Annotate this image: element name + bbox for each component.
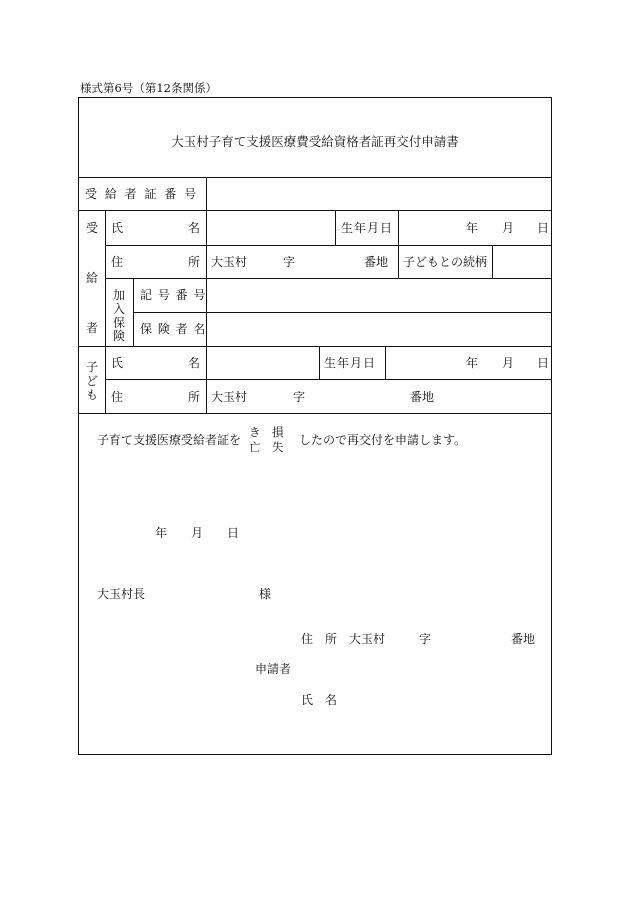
child-address-aza: 字 xyxy=(293,390,306,404)
option-damaged: き 損 xyxy=(249,425,284,439)
child-address-banchi: 番地 xyxy=(410,390,435,404)
child-address-label-right: 所 xyxy=(188,390,201,404)
divider xyxy=(79,413,551,414)
applicant-address-aza: 字 xyxy=(419,632,432,646)
application-form xyxy=(78,97,552,755)
certificate-number-field[interactable] xyxy=(207,178,551,210)
divider xyxy=(319,346,320,379)
divider xyxy=(105,245,551,246)
certificate-number-label: 受 給 者 証 番 号 xyxy=(85,187,199,201)
recipient-label-1: 受 xyxy=(85,221,98,235)
divider xyxy=(335,210,336,245)
child-name-label-right: 名 xyxy=(188,356,201,370)
applicant-address-village: 大玉村 xyxy=(349,632,386,646)
statement-prefix: 子育て支援医療受給者証を xyxy=(97,433,242,447)
divider xyxy=(398,210,399,278)
insurance-symbol-label: 記 号 番 号 xyxy=(140,288,207,302)
child-name-label-left: 氏 xyxy=(111,356,124,370)
insurance-label-2: 入 xyxy=(112,302,125,316)
addressee-honorific: 様 xyxy=(259,587,272,601)
divider xyxy=(105,346,106,413)
recipient-name-label-left: 氏 xyxy=(111,221,124,235)
application-month-unit: 月 xyxy=(191,526,204,540)
recipient-address-label-right: 所 xyxy=(188,255,201,269)
statement-suffix: したので再交付を申請します。 xyxy=(299,433,467,447)
recipient-birth-day-unit: 日 xyxy=(537,221,550,235)
form-number: 様式第6号（第12条関係） xyxy=(80,81,217,95)
divider xyxy=(105,210,106,346)
child-address-label-left: 住 xyxy=(111,390,124,404)
child-birth-day-unit: 日 xyxy=(537,356,550,370)
applicant-address-banchi: 番地 xyxy=(511,632,536,646)
insurer-field[interactable] xyxy=(207,313,551,346)
insurance-symbol-field[interactable] xyxy=(207,279,551,312)
recipient-birth-year-unit: 年 xyxy=(466,221,479,235)
recipient-address-aza: 字 xyxy=(283,255,296,269)
recipient-name-field[interactable] xyxy=(207,211,335,245)
recipient-birth-month-unit: 月 xyxy=(502,221,515,235)
child-label-1: 子 xyxy=(85,360,98,374)
recipient-address-village: 大玉村 xyxy=(211,255,248,269)
recipient-label-3: 者 xyxy=(85,321,98,335)
divider xyxy=(385,346,386,379)
application-day-unit: 日 xyxy=(227,526,240,540)
recipient-address-banchi: 番地 xyxy=(364,255,389,269)
recipient-label-2: 給 xyxy=(85,271,98,285)
relationship-label: 子どもとの続柄 xyxy=(403,255,488,269)
child-label-2: ど xyxy=(85,374,98,388)
option-lost: 亡 失 xyxy=(249,440,284,454)
recipient-name-label-right: 名 xyxy=(188,221,201,235)
addressee-name: 大玉村長 xyxy=(97,587,146,601)
recipient-address-label-left: 住 xyxy=(111,255,124,269)
insurance-label-3: 保 xyxy=(112,316,125,330)
child-birth-year-unit: 年 xyxy=(466,356,479,370)
insurance-label-1: 加 xyxy=(112,288,125,302)
divider xyxy=(105,379,551,380)
child-birth-date-label: 生年月日 xyxy=(324,356,377,370)
form-title: 大玉村子育て支援医療費受給資格者証再交付申請書 xyxy=(171,134,459,149)
child-birth-month-unit: 月 xyxy=(502,356,515,370)
child-address-village: 大玉村 xyxy=(211,390,248,404)
applicant-address-label: 住 所 xyxy=(301,632,338,646)
insurer-label: 保 険 者 名 xyxy=(140,322,207,336)
applicant-label: 申請者 xyxy=(255,662,292,676)
child-name-field[interactable] xyxy=(207,347,319,379)
applicant-name-label: 氏 名 xyxy=(301,693,338,707)
divider xyxy=(133,278,134,346)
recipient-birth-date-label: 生年月日 xyxy=(341,221,394,235)
child-label-3: も xyxy=(85,388,98,402)
application-year-unit: 年 xyxy=(155,526,168,540)
insurance-label-4: 険 xyxy=(112,329,125,343)
relationship-field[interactable] xyxy=(493,246,551,278)
